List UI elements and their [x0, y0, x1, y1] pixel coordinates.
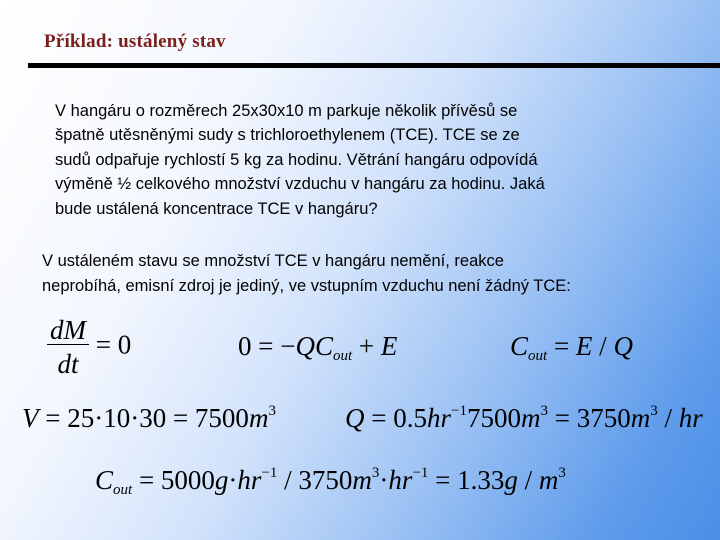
title-divider [28, 63, 720, 68]
equation-concentration: $C_{out} = E / Q$ [510, 331, 633, 364]
equation-steady-state: $0 = -QC_{out} + E$ [238, 331, 398, 364]
fraction-numerator: dM [47, 317, 89, 345]
equation-flow-rate: $Q = 0.5hr^{-1}7500m^3 = 3750m^3$ / hr [345, 403, 703, 433]
equation-rhs: = 0 [95, 329, 132, 360]
equation-volume: $V = 25\cdot 10\cdot 30 = 7500m^3$ [22, 403, 276, 433]
derivative-fraction [47, 317, 89, 378]
slide-title: Příklad: ustálený stav [44, 31, 226, 52]
fraction-denominator: dt [57, 349, 79, 379]
equation-mass-balance [47, 317, 131, 378]
problem-statement: V hangáru o rozměrech 25x30x10 m parkuje několik přívěsů se špatně utěsněnými sudy s trichloroethylenem (TCE). TCE se ze sudů odpařuje rychlostí 5 kg za hodinu. Větrání hangáru odpovídá výměně ½ celkového množství vzduchu v hangáru za hodinu. Jaká bude ustálená koncentrace TCE v hangáru? [55, 102, 545, 218]
equation-result: $C_{out} = 5000g\cdot hr^{-1} / 3750m^3\cdot hr^{-1} = 1.33g / m^3$ [95, 465, 566, 498]
steady-state-intro: V ustáleném stavu se množství TCE v hangáru nemění, reakce neprobíhá, emisní zdroj je jediný, ve vstupním vzduchu není žádný TCE: [42, 252, 571, 295]
